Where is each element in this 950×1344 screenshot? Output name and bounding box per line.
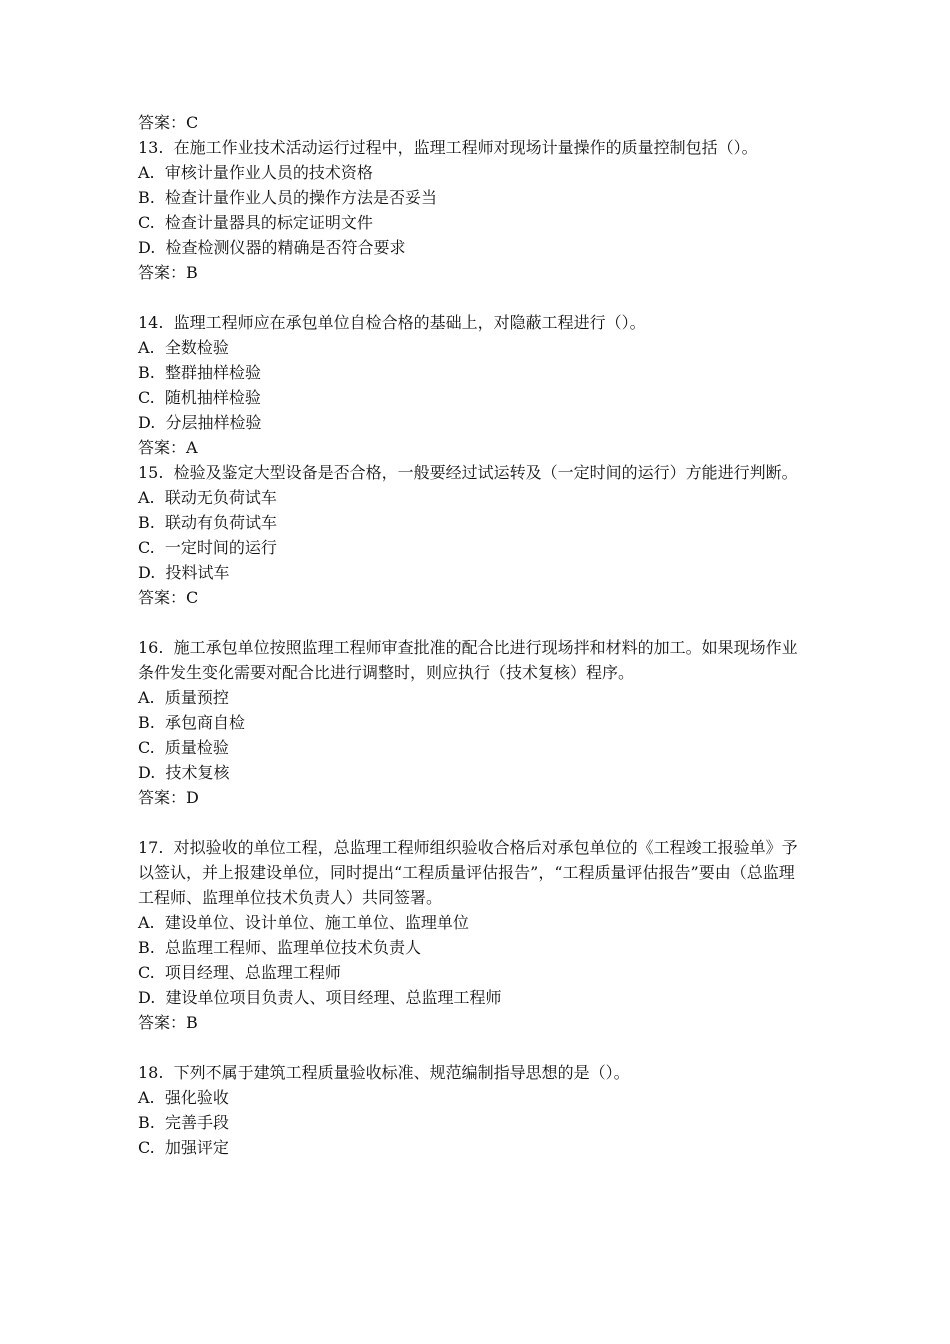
option-16-c: C. 质量检验 [138,738,229,757]
question-16: 16. 施工承包单位按照监理工程师审查批准的配合比进行现场拌和材料的加工。如果现场作业条件发生变化需要对配合比进行调整时，则应执行（技术复核）程序。 [138,638,798,682]
answer-15: 答案：C [138,588,199,607]
option-15-c: C. 一定时间的运行 [138,538,277,557]
question-15: 15. 检验及鉴定大型设备是否合格，一般要经过试运转及（一定时间的运行）方能进行判断。 [138,463,798,482]
option-16-d: D. 技术复核 [138,763,230,782]
option-17-d: D. 建设单位项目负责人、项目经理、总监理工程师 [138,988,502,1007]
option-13-a: A. 审核计量作业人员的技术资格 [138,163,373,182]
answer-16: 答案：D [138,788,199,807]
answer-13: 答案：B [138,263,198,282]
option-14-a: A. 全数检验 [138,338,229,357]
spacer [138,610,808,635]
spacer [138,810,808,835]
option-15-b: B. 联动有负荷试车 [138,513,278,532]
question-18: 18. 下列不属于建筑工程质量验收标准、规范编制指导思想的是（）。 [138,1063,630,1082]
answer-17: 答案：B [138,1013,198,1032]
question-14: 14. 监理工程师应在承包单位自检合格的基础上，对隐蔽工程进行（）。 [138,313,646,332]
spacer [138,1035,808,1060]
option-15-a: A. 联动无负荷试车 [138,488,277,507]
question-17: 17. 对拟验收的单位工程，总监理工程师组织验收合格后对承包单位的《工程竣工报验单》予以签认，并上报建设单位，同时提出“工程质量评估报告”，“工程质量评估报告”要由（总监理工程师、监理单位技术负责人）共同签署。 [138,838,798,907]
option-16-b: B. 承包商自检 [138,713,246,732]
spacer [138,285,808,310]
option-13-b: B. 检查计量作业人员的操作方法是否妥当 [138,188,438,207]
option-13-d: D. 检查检测仪器的精确是否符合要求 [138,238,406,257]
option-14-b: B. 整群抽样检验 [138,363,262,382]
document-body [138,110,808,1160]
question-13: 13. 在施工作业技术活动运行过程中，监理工程师对现场计量操作的质量控制包括（）。 [138,138,758,157]
answer-14: 答案：A [138,438,198,457]
option-17-c: C. 项目经理、总监理工程师 [138,963,341,982]
option-17-a: A. 建设单位、设计单位、施工单位、监理单位 [138,913,469,932]
option-15-d: D. 投料试车 [138,563,230,582]
option-18-a: A. 强化验收 [138,1088,229,1107]
option-14-d: D. 分层抽样检验 [138,413,262,432]
option-13-c: C. 检查计量器具的标定证明文件 [138,213,373,232]
option-18-c: C. 加强评定 [138,1138,229,1157]
option-14-c: C. 随机抽样检验 [138,388,261,407]
answer-12: 答案：C [138,113,199,132]
option-18-b: B. 完善手段 [138,1113,230,1132]
option-17-b: B. 总监理工程师、监理单位技术负责人 [138,938,422,957]
option-16-a: A. 质量预控 [138,688,229,707]
